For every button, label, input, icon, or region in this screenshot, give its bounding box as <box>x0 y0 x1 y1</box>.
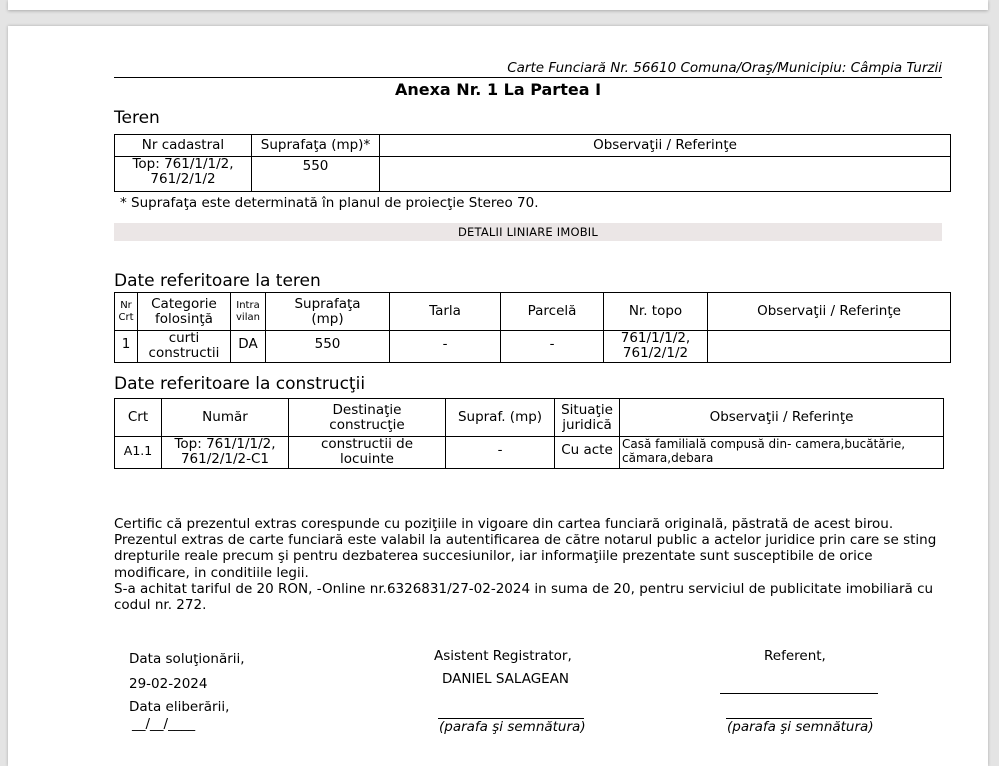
cell-situatie: Cu acte <box>555 437 620 469</box>
teren-row <box>115 157 951 192</box>
date-constructii-header-row <box>115 399 944 437</box>
date-teren-row <box>115 331 951 363</box>
cell-observatii: Casă familială compusă din- camera,bucătărie, cămara,debara <box>620 437 944 469</box>
certificare-p1: Certific că prezentul extras corespunde cu poziţiile in vigoare din cartea funciară originală, păstrată de acest birou. <box>114 516 894 532</box>
teren-table <box>114 134 951 192</box>
referent-line <box>720 693 878 694</box>
cell-suprafata: 550 <box>252 157 380 192</box>
header-rule <box>114 77 942 78</box>
cell-nr-topo: 761/1/1/2, 761/2/1/2 <box>604 331 708 363</box>
col-crt: Crt <box>115 399 162 437</box>
carte-funciara-header: Carte Funciară Nr. 56610 Comuna/Oraş/Municipiu: Câmpia Turzii <box>507 60 942 76</box>
cell-numar: Top: 761/1/1/2, 761/2/1/2-C1 <box>162 437 289 469</box>
cell-supraf: - <box>446 437 555 469</box>
previous-page-edge <box>8 0 988 10</box>
col-numar: Număr <box>162 399 289 437</box>
col-observatii: Observaţii / Referinţe <box>380 135 951 157</box>
date-constructii-heading: Date referitoare la construcţii <box>114 374 366 394</box>
cell-intravilan: DA <box>231 331 266 363</box>
data-eliberarii-value: __/__/____ <box>132 716 196 732</box>
col-suprafata: Suprafaţa (mp) <box>266 293 390 331</box>
cell-destinatie: constructii de locuinte <box>289 437 446 469</box>
col-suprafata: Suprafaţa (mp)* <box>252 135 380 157</box>
certificare-p2: Prezentul extras de carte funciară este valabil la autentificarea de către notarul public a actelor juridice prin care se sting drepturile reale precum şi pentru dezbaterea succesiunilor, iar informaţiile prezentate sunt susceptibile de orice modificare, in conditiile legii. <box>114 532 937 581</box>
col-situatie: Situaţie juridică <box>555 399 620 437</box>
date-constructii-table <box>114 398 944 469</box>
col-nr-topo: Nr. topo <box>604 293 708 331</box>
asistent-registrator-label: Asistent Registrator, <box>434 648 572 664</box>
col-observatii: Observaţii / Referinţe <box>620 399 944 437</box>
referent-parafa-caption: (parafa şi semnătura) <box>727 719 874 735</box>
date-teren-heading: Date referitoare la teren <box>114 271 321 291</box>
anexa-title: Anexa Nr. 1 La Partea I <box>394 80 602 99</box>
referent-label: Referent, <box>764 648 826 664</box>
cell-suprafata: 550 <box>266 331 390 363</box>
col-supraf: Supraf. (mp) <box>446 399 555 437</box>
col-destinatie: Destinaţie construcţie <box>289 399 446 437</box>
col-nr-crt: Nr Crt <box>115 293 138 331</box>
cell-crt: A1.1 <box>115 437 162 469</box>
document-page <box>8 26 988 766</box>
cell-nr: 1 <box>115 331 138 363</box>
cell-tarla: - <box>390 331 501 363</box>
cell-nr-cadastral: Top: 761/1/1/2, 761/2/1/2 <box>115 157 252 192</box>
data-solutionarii-value: 29-02-2024 <box>129 676 208 692</box>
suprafata-note: * Suprafaţa este determinată în planul de proiecţie Stereo 70. <box>120 195 539 211</box>
col-nr-cadastral: Nr cadastral <box>115 135 252 157</box>
col-parcela: Parcelă <box>501 293 604 331</box>
detalii-liniare-band: DETALII LINIARE IMOBIL <box>114 223 942 241</box>
cell-observatii <box>708 331 951 363</box>
cell-observatii <box>380 157 951 192</box>
asistent-registrator-name: DANIEL SALAGEAN <box>442 671 570 687</box>
cell-parcela: - <box>501 331 604 363</box>
data-eliberarii-label: Data eliberării, <box>129 699 230 715</box>
col-intravilan: Intra vilan <box>231 293 266 331</box>
col-tarla: Tarla <box>390 293 501 331</box>
teren-heading: Teren <box>114 108 160 128</box>
asistent-parafa-caption: (parafa şi semnătura) <box>439 719 586 735</box>
date-teren-table <box>114 292 951 363</box>
certificare-text <box>114 516 942 613</box>
data-solutionarii-label: Data soluţionării, <box>129 651 245 667</box>
date-constructii-row <box>115 437 944 469</box>
teren-header-row <box>115 135 951 157</box>
cell-categorie: curti constructii <box>138 331 231 363</box>
certificare-p3: S-a achitat tariful de 20 RON, -Online nr.6326831/27-02-2024 in suma de 20, pentru serviciul de publicitate imobiliară cu codul nr. 272. <box>114 580 934 614</box>
date-teren-header-row <box>115 293 951 331</box>
col-categorie: Categorie folosinţă <box>138 293 231 331</box>
col-observatii: Observaţii / Referinţe <box>708 293 951 331</box>
